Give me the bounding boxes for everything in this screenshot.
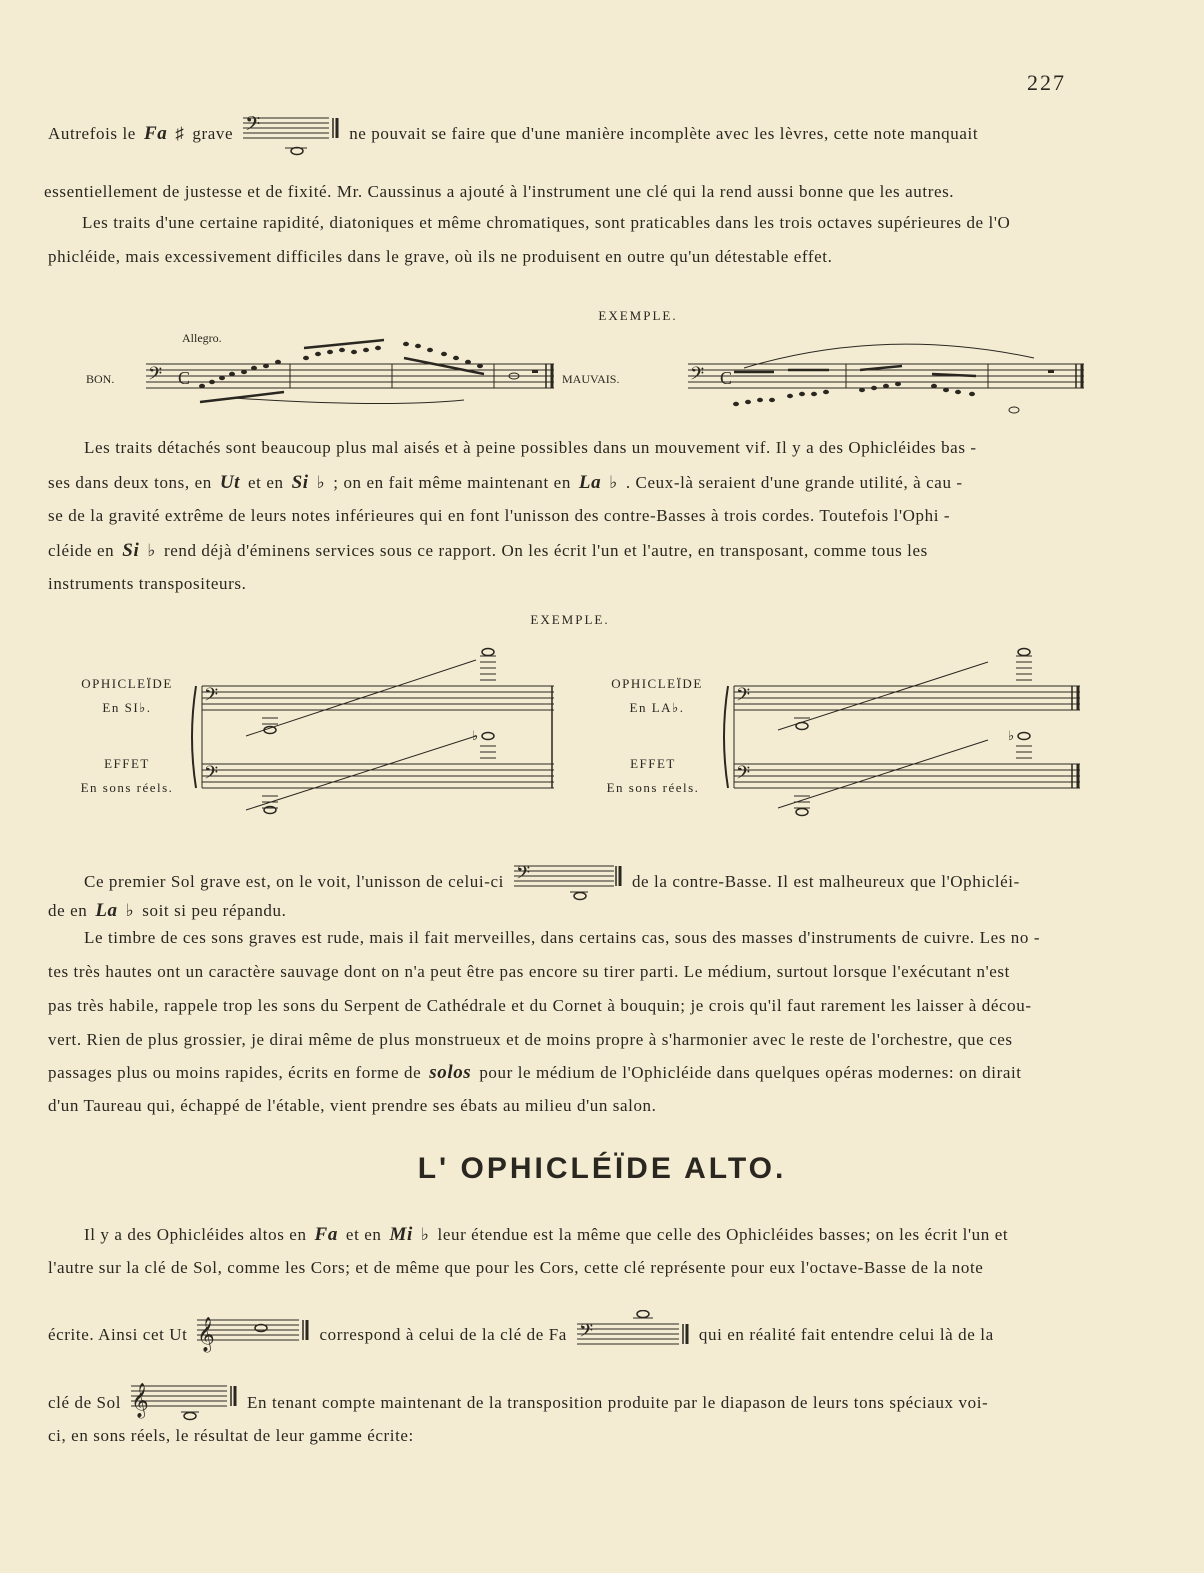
text: se de la gravité extrême de leurs notes inférieures qui en font l'unisson des contre-Basses à trois cordes. Toutefois l'Ophi - [48, 506, 951, 525]
flat-sign: ♭ [147, 541, 156, 560]
svg-text:𝄢: 𝄢 [148, 363, 163, 388]
para1-line2 [44, 182, 1086, 202]
note-low-lab [796, 723, 808, 730]
treble-clef-ut-icon [195, 1310, 311, 1360]
instrument-key: En LA♭. [629, 700, 685, 715]
para6-line3 [48, 1310, 1086, 1360]
para6-line1 [84, 1224, 1086, 1246]
text: qui en réalité fait entendre celui là de la [698, 1325, 994, 1344]
para5-line2 [48, 962, 1086, 982]
text: essentiellement de justesse et de fixité. Mr. Caussinus a ajouté à l'instrument une clé qui la rend aussi bonne que les autres. [44, 182, 955, 201]
page-number: 227 [1027, 70, 1066, 95]
example1-title: EXEMPLE. [598, 308, 678, 323]
svg-text:𝄢: 𝄢 [578, 1320, 594, 1345]
example2-title: EXEMPLE. [530, 612, 610, 627]
svg-text:𝄢: 𝄢 [204, 684, 219, 709]
text: Autrefois le [48, 124, 136, 143]
flat-sign: ♭ [316, 473, 326, 492]
tempo-marking: Allegro. [182, 331, 222, 345]
flat-sign: ♭ [609, 473, 618, 492]
text: ses dans deux tons, en [48, 473, 212, 492]
text: cléide en [48, 541, 115, 560]
text: Il y a des Ophicléides altos en [84, 1225, 307, 1244]
text: tes très hautes ont un caractère sauvage dont on n'a peut être pas encore su tirer parti. Le médium, surtout lorsque l'exécutant n'est [48, 962, 1010, 981]
bass-clef-low-sol-icon [512, 862, 624, 902]
text: ne pouvait se faire que d'une manière incomplète avec les lèvres, cette note manquait [349, 124, 979, 143]
para1-line1 [48, 112, 1086, 156]
staff-bon [146, 364, 554, 404]
text: d'un Taureau qui, échappé de l'étable, vient prendre ses ébats au milieu d'un salon. [48, 1096, 657, 1115]
svg-text:𝄢: 𝄢 [245, 114, 262, 140]
text: Le timbre de ces sons graves est rude, mais il fait merveilles, dans certains cas, sous des masses d'instruments de cuivre. Les no - [84, 928, 1041, 947]
svg-text:C: C [178, 368, 191, 388]
label-effet-sib [72, 756, 182, 796]
note-high-lab [1018, 649, 1030, 656]
text: pas très habile, rappele trop les sons du Serpent de Cathédrale et du Cornet à bouquin; je crois qu'il faut rarement les laisser à décou- [48, 996, 1032, 1015]
text: passages plus ou moins rapides, écrits en forme de [48, 1063, 422, 1082]
effet-label: EFFET [104, 756, 150, 771]
note-low-effet-lab [796, 809, 808, 816]
text: instruments transpositeurs. [48, 574, 247, 593]
para5-line3 [48, 996, 1086, 1016]
para6-line5 [48, 1426, 1086, 1446]
svg-text:𝄞: 𝄞 [131, 1384, 150, 1417]
label-effet-lab [598, 756, 708, 796]
text: ci, en sons réels, le résultat de leur gamme écrite: [48, 1426, 414, 1445]
para4-line2 [48, 900, 1086, 922]
text: rend déjà d'éminens services sous ce rapport. On les écrit l'un et l'autre, en transposant, comme tous les [163, 541, 928, 560]
text: clé de Sol [48, 1393, 122, 1412]
note-name: Mi [389, 1224, 413, 1245]
text: leur étendue est la même que celle des Ophicléides basses; on les écrit l'un et [437, 1225, 1009, 1244]
svg-text:𝄢: 𝄢 [690, 363, 705, 388]
text: correspond à celui de la clé de Fa [319, 1325, 567, 1344]
para3-line2 [48, 472, 1086, 494]
instrument-name: OPHICLEÏDE [611, 676, 703, 691]
bon-label: BON. [86, 372, 115, 386]
svg-text:𝄢: 𝄢 [204, 762, 219, 787]
para3-line4 [48, 540, 1086, 562]
effet-label: EFFET [630, 756, 676, 771]
flat-sign: ♭ [420, 1225, 430, 1244]
text: phicléide, mais excessivement difficiles dans le grave, où ils ne produisent en outre qu'un détestable effet. [48, 247, 833, 266]
para3-line3 [48, 506, 1086, 526]
note-name: Ut [219, 472, 241, 493]
svg-text:𝄢: 𝄢 [736, 762, 751, 787]
instrument-name: OPHICLEÏDE [81, 676, 173, 691]
svg-text:𝄢: 𝄢 [736, 684, 751, 709]
note-high-effet-lab [1018, 733, 1030, 740]
beams-mauvais [734, 366, 976, 376]
instrument-key: En SI♭. [102, 700, 152, 715]
note-name: Fa [314, 1224, 338, 1245]
svg-text:𝄢: 𝄢 [515, 862, 531, 887]
text: grave [192, 124, 234, 143]
text: Les traits d'une certaine rapidité, diatoniques et même chromatiques, sont praticables dans les trois octaves supérieures de l'O [82, 213, 1011, 232]
para6-line2 [48, 1258, 1086, 1278]
text: Les traits détachés sont beaucoup plus mal aisés et à peine possibles dans un mouvement vif. Il y a des Ophicléides bas - [84, 438, 977, 457]
example2-left-system [186, 640, 566, 830]
para4-line1 [84, 862, 1086, 902]
staff-mauvais [688, 344, 1084, 388]
example2-right-system [718, 640, 1098, 830]
note-high-sol [482, 649, 494, 656]
label-ophicleide-lab [602, 676, 712, 716]
text: vert. Rien de plus grossier, je dirai même de plus monstrueux et de moins propre à s'harmonier avec le reste de l'orchestre, que ces [48, 1030, 1013, 1049]
bass-clef-low-fa-sharp-icon [241, 112, 341, 156]
text: ; on en fait même maintenant en [333, 473, 571, 492]
notes-bon [199, 342, 538, 388]
note-high-effet [482, 733, 494, 740]
text: Ce premier Sol grave est, on le voit, l'unisson de celui-ci [84, 872, 504, 891]
effet-sub: En sons réels. [80, 780, 174, 795]
para2-line1 [82, 213, 1086, 233]
treble-clef-low-ut-icon [129, 1378, 239, 1428]
note-name: La [95, 900, 118, 921]
text: pour le médium de l'Ophicléide dans quelques opéras modernes: on dirait [479, 1063, 1022, 1082]
solos-word: solos [429, 1062, 472, 1083]
text: de la contre-Basse. Il est malheureux que l'Ophicléi- [631, 872, 1020, 891]
para5-line4 [48, 1030, 1086, 1050]
note-name: Si [291, 472, 309, 493]
text: En tenant compte maintenant de la transposition produite par le diapason de leurs tons spéciaux voi- [247, 1393, 989, 1412]
sharp-sign: ♯ [175, 124, 185, 143]
mauvais-label: MAUVAIS. [562, 372, 620, 386]
text: . Ceux-là seraient d'une grande utilité, à cau - [625, 473, 963, 492]
note-name: Si [122, 540, 140, 561]
text: et en [345, 1225, 382, 1244]
bass-clef-ut-icon [575, 1310, 691, 1360]
note-name: Fa [143, 123, 168, 144]
para5-line1 [84, 928, 1086, 948]
text: écrite. Ainsi cet Ut [48, 1325, 188, 1344]
para3-line1 [84, 438, 1086, 458]
section-heading: L' OPHICLÉÏDE ALTO. [417, 1152, 787, 1185]
label-ophicleide-sib [72, 676, 182, 716]
effet-sub: En sons réels. [606, 780, 700, 795]
text: et en [248, 473, 284, 492]
para6-line4 [48, 1378, 1086, 1428]
svg-text:♭: ♭ [1008, 728, 1015, 743]
para5-line6 [48, 1096, 1086, 1116]
svg-text:♭: ♭ [472, 728, 479, 743]
note-name: La [578, 472, 602, 493]
para3-line5 [48, 574, 1086, 594]
svg-text:𝄞: 𝄞 [197, 1318, 216, 1351]
svg-text:C: C [720, 368, 733, 388]
text: de en [48, 901, 88, 920]
para2-line2 [48, 247, 1086, 267]
para5-line5 [48, 1062, 1086, 1084]
flat-sign: ♭ [125, 901, 135, 920]
text: soit si peu répandu. [142, 901, 287, 920]
text: l'autre sur la clé de Sol, comme les Cors; et de même que pour les Cors, cette clé représente pour eux l'octave-Basse de la note [48, 1258, 984, 1277]
example1-music [84, 328, 1094, 418]
